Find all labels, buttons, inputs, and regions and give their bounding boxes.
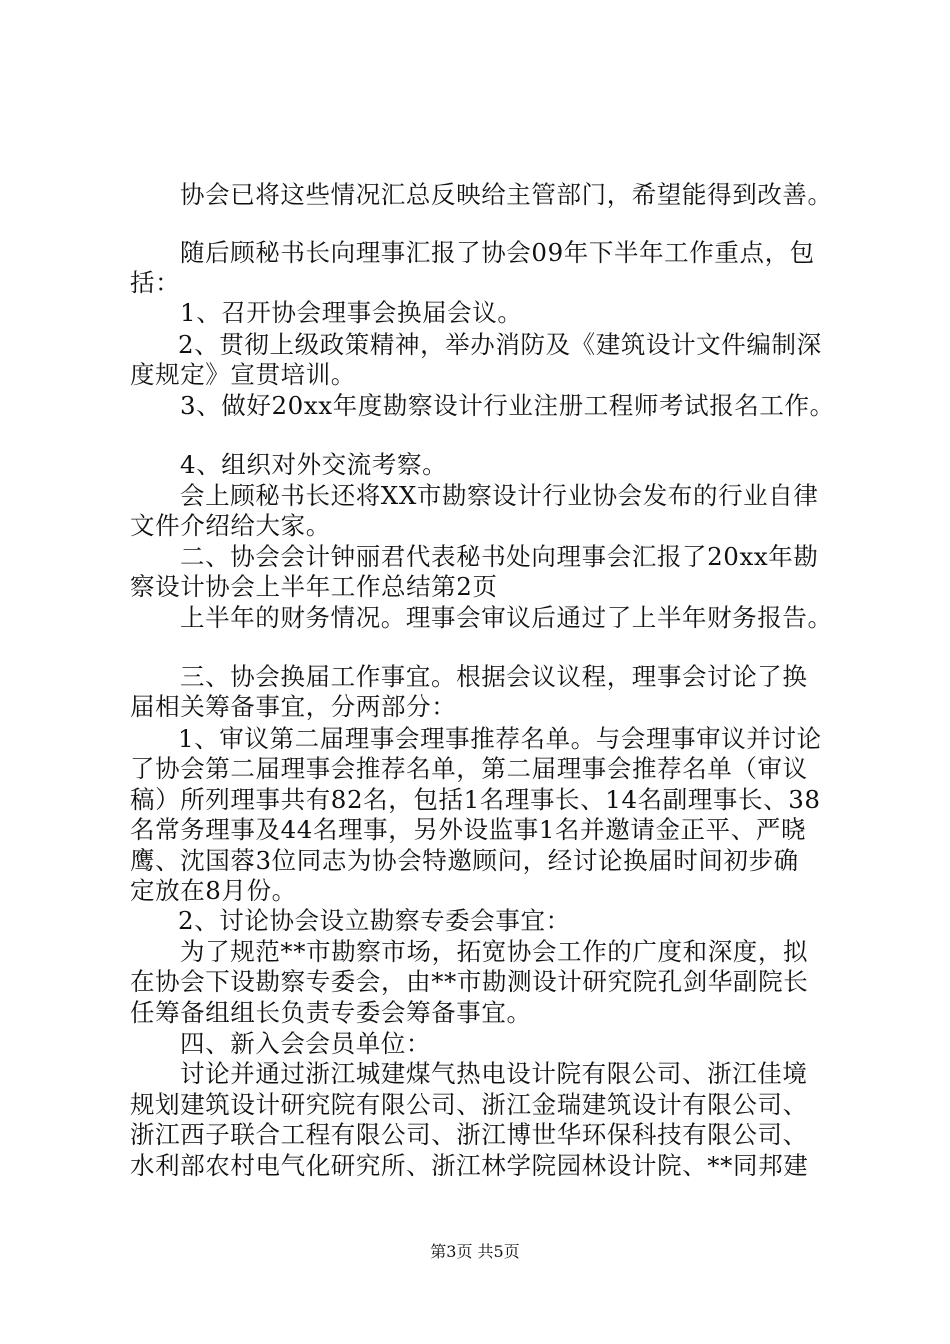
text-line: 稿）所列理事共有82名，包括1名理事长、14名副理事长、38 bbox=[130, 785, 821, 814]
text-line: 届相关筹备事宜，分两部分： bbox=[130, 692, 457, 721]
text-line: 会上顾秘书长还将XX市勘察设计行业协会发布的行业自律 bbox=[180, 481, 819, 510]
text-line: 四、新入会会员单位： bbox=[180, 1029, 431, 1058]
text-line: 鹰、沈国蓉3位同志为协会特邀顾问，经讨论换届时间初步确 bbox=[130, 846, 799, 875]
text-line: 随后顾秘书长向理事汇报了协会09年下半年工作重点，包 bbox=[180, 238, 815, 267]
text-line: 浙江西子联合工程有限公司、浙江博世华环保科技有限公司、 bbox=[130, 1120, 808, 1149]
text-line: 上半年的财务情况。理事会审议后通过了上半年财务报告。 bbox=[180, 603, 833, 632]
text-line: 名常务理事及44名理事，另外设监事1名并邀请金正平、严晓 bbox=[130, 815, 807, 844]
text-line: 度规定》宣贯培训。 bbox=[130, 360, 356, 389]
text-line: 协会已将这些情况汇总反映给主管部门，希望能得到改善。 bbox=[180, 180, 833, 209]
text-line: 括： bbox=[130, 268, 181, 297]
page-footer: 第3页 共5页 bbox=[430, 1242, 520, 1261]
text-line: 三、协会换届工作事宜。根据会议议程，理事会讨论了换 bbox=[180, 662, 808, 691]
text-line: 2、贯彻上级政策精神，举办消防及《建筑设计文件编制深 bbox=[178, 330, 822, 359]
text-line: 2、讨论协会设立勘察专委会事宜： bbox=[178, 906, 571, 935]
text-line: 讨论并通过浙江城建煤气热电设计院有限公司、浙江佳境 bbox=[180, 1059, 808, 1088]
text-line: 定放在8月份。 bbox=[130, 876, 297, 905]
text-line: 文件介绍给大家。 bbox=[130, 511, 331, 540]
text-line: 水利部农村电气化研究所、浙江林学院园林设计院、**同邦建 bbox=[130, 1151, 809, 1180]
text-line: 察设计协会上半年工作总结第2页 bbox=[130, 572, 498, 601]
text-line: 在协会下设勘察专委会，由**市勘测设计研究院孔剑华副院长 bbox=[130, 967, 809, 996]
text-line: 二、协会会计钟丽君代表秘书处向理事会汇报了20xx年勘 bbox=[180, 542, 819, 571]
text-line: 1、审议第二届理事会理事推荐名单。与会理事审议并讨论 bbox=[178, 724, 822, 753]
text-line: 任筹备组组长负责专委会筹备事宜。 bbox=[130, 998, 532, 1027]
text-line: 4、组织对外交流考察。 bbox=[180, 450, 448, 479]
text-line: 规划建筑设计研究院有限公司、浙江金瑞建筑设计有限公司、 bbox=[130, 1090, 808, 1119]
text-line: 1、召开协会理事会换届会议。 bbox=[180, 298, 523, 327]
text-line: 了协会第二届理事会推荐名单，第二届理事会推荐名单（审议 bbox=[130, 754, 808, 783]
text-line: 3、做好20xx年度勘察设计行业注册工程师考试报名工作。 bbox=[180, 391, 835, 420]
text-line: 为了规范**市勘察市场，拓宽协会工作的广度和深度，拟 bbox=[180, 937, 809, 966]
